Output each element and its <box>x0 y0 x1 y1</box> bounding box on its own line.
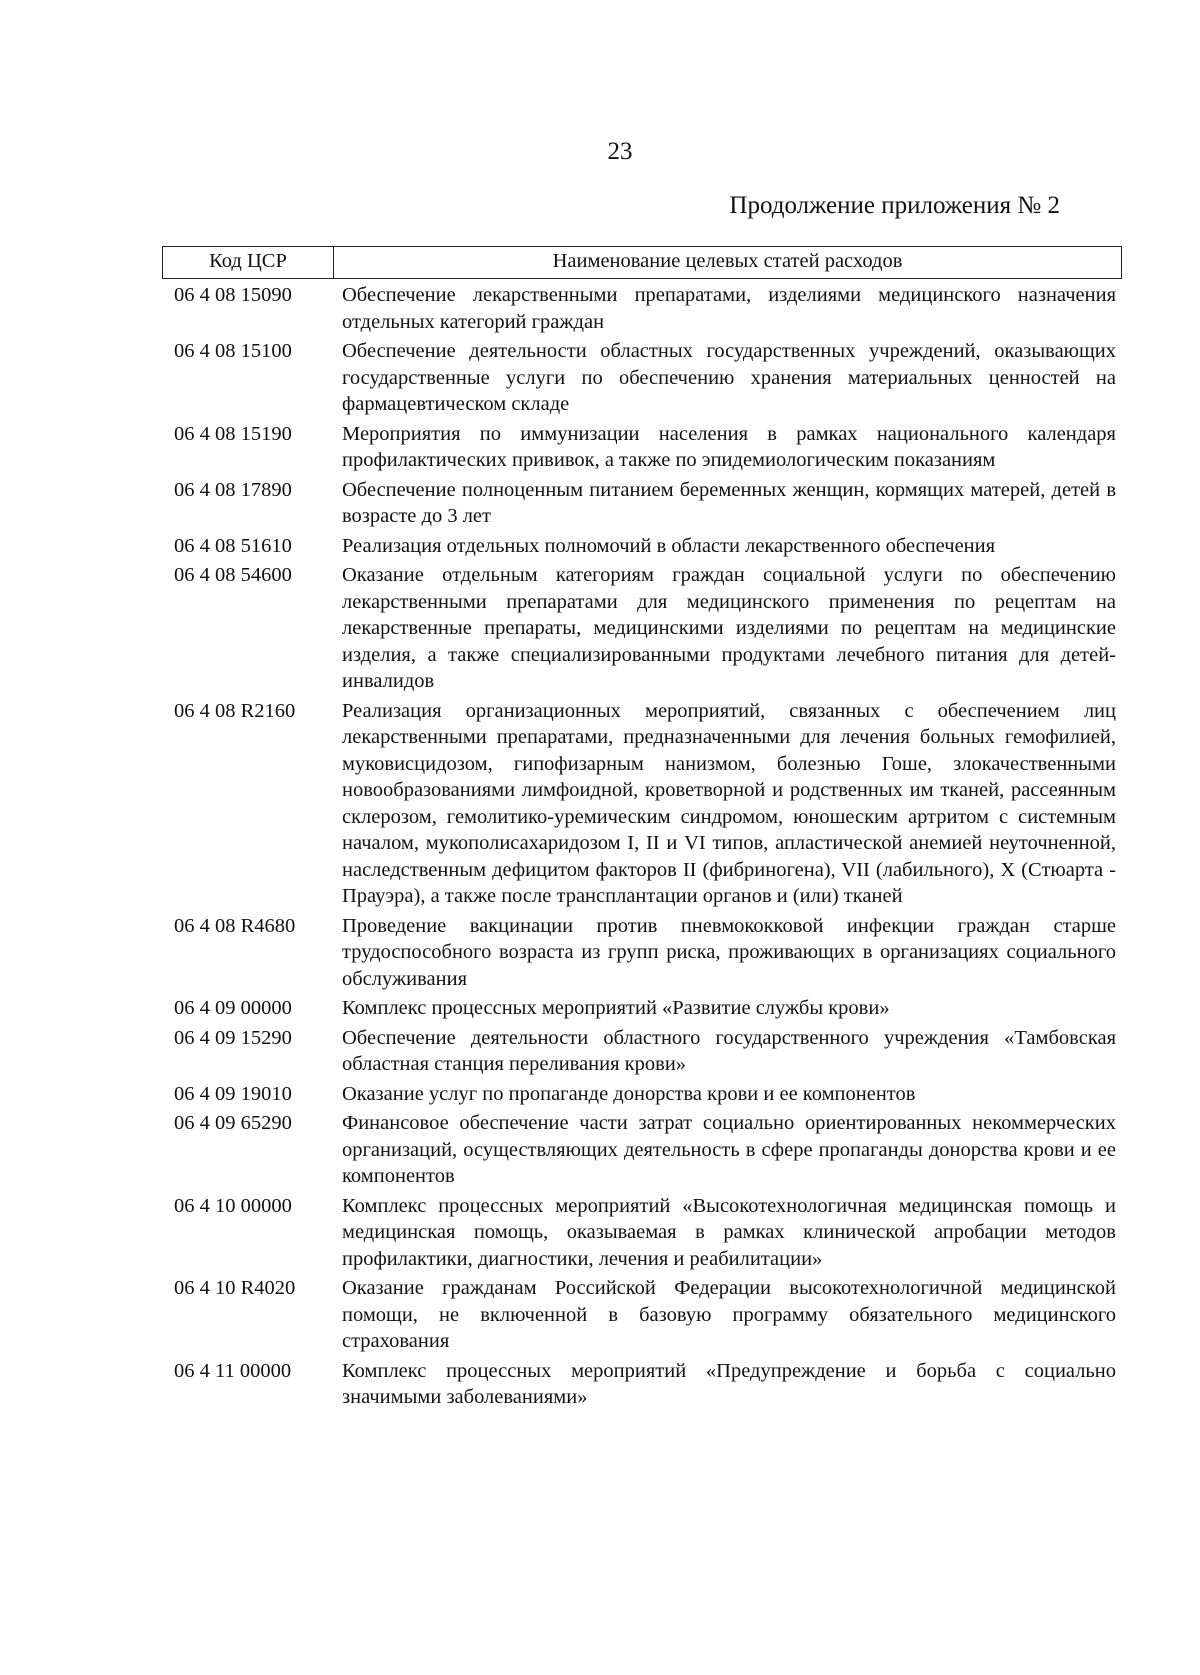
target-article-code: 06 4 09 19010 <box>174 1082 292 1105</box>
target-article-name: Оказание гражданам Российской Федерации высокотехнологичной медицинской помощи, не включенной в базовую программу обязательного медицинского страхования <box>342 1277 1116 1352</box>
target-article-name: Обеспечение полноценным питанием беременных женщин, кормящих матерей, детей в возрасте до 3 лет <box>342 478 1116 527</box>
target-article-code: 06 4 09 15290 <box>174 1026 292 1049</box>
target-article-code: 06 4 08 54600 <box>174 564 292 586</box>
target-article-name: Финансовое обеспечение части затрат социально ориентированных некоммерческих организаций, осуществляющих деятельность в сфере пропаганды донорства крови и ее компонентов <box>342 1112 1116 1187</box>
table-row <box>162 1275 1122 1355</box>
target-article-name: Обеспечение деятельности областных государственных учреждений, оказывающих государственные услуги по обеспечению хранения материальных ценностей на фармацевтическом складе <box>342 340 1116 415</box>
target-article-name: Обеспечение лекарственными препаратами, изделиями медицинского назначения отдельных категорий граждан <box>342 284 1116 333</box>
table-row <box>162 338 1122 418</box>
target-article-name: Комплекс процессных мероприятий «Высокотехнологичная медицинская помощь и медицинская помощь, оказываемая в рамках клинической апробации методов профилактики, диагностики, лечения и реабилитации» <box>342 1194 1116 1270</box>
table-row <box>162 698 1122 910</box>
name-column-header: Наименование целевых статей расходов <box>552 250 903 272</box>
target-article-code: 06 4 10 R4020 <box>174 1277 296 1299</box>
target-article-code: 06 4 08 R2160 <box>174 699 296 722</box>
target-article-name: Мероприятия по иммунизации населения в рамках национального календаря профилактических прививок, а также по эпидемиологическим показаниям <box>342 422 1116 471</box>
page-number: 23 <box>607 138 633 165</box>
table-row <box>162 1110 1122 1190</box>
table-row <box>162 1193 1122 1273</box>
table-row <box>162 533 1122 560</box>
target-article-code: 06 4 11 00000 <box>174 1359 292 1382</box>
table-body <box>162 282 1122 1411</box>
target-article-code: 06 4 10 00000 <box>174 1194 292 1217</box>
target-article-name: Оказание отдельным категориям граждан социальной услуги по обеспечению лекарственными препаратами для медицинского применения по рецептам на лекарственные препараты, медицинскими изделиями по рецептам на медицинские изделия, а также специализированными продуктами лечебного питания для детей-инвалидов <box>342 564 1116 692</box>
target-article-code: 06 4 09 65290 <box>174 1112 292 1134</box>
target-article-name: Обеспечение деятельности областного государственного учреждения «Тамбовская областная станция переливания крови» <box>342 1026 1116 1075</box>
target-article-name: Проведение вакцинации против пневмококковой инфекции граждан старше трудоспособного возраста из групп риска, проживающих в организациях социального обслуживания <box>342 914 1116 990</box>
target-article-code: 06 4 08 17890 <box>174 478 292 501</box>
table-row <box>162 562 1122 695</box>
table-row <box>162 282 1122 335</box>
target-article-code: 06 4 08 15100 <box>174 340 292 362</box>
table-row <box>162 1081 1122 1108</box>
code-column-header: Код ЦСР <box>163 247 334 278</box>
target-article-name: Реализация отдельных полномочий в области лекарственного обеспечения <box>342 534 996 557</box>
target-article-code: 06 4 08 15090 <box>174 284 292 306</box>
table-header <box>162 246 1122 279</box>
table-row <box>162 995 1122 1022</box>
target-article-name: Комплекс процессных мероприятий «Предупреждение и борьба с социально значимыми заболеваниями» <box>342 1359 1116 1408</box>
annex-title: Продолжение приложения № 2 <box>729 192 1060 219</box>
target-article-code: 06 4 08 51610 <box>174 534 292 557</box>
target-article-code: 06 4 08 R4680 <box>174 914 296 937</box>
target-article-name: Реализация организационных мероприятий, связанных с обеспечением лиц лекарственными препаратами, предназначенными для лечения больных гемофилией, муковисцидозом, гипофизарным нанизмом, болезнью Гоше, злокачественными новообразованиями лимфоидной, кроветворной и родственных им тканей, рассеянным склерозом, гемолитико-уремическим синдромом, юношеским артритом с системным началом, мукополисахаридозом I, II и VI типов, апластической анемией неуточненной, наследственным дефицитом факторов II (фибриногена), VII (лабильного), X (Стюарта - Прауэра), а также после трансплантации органов и (или) тканей <box>342 699 1116 907</box>
table-row <box>162 421 1122 474</box>
target-article-code: 06 4 09 00000 <box>174 997 292 1019</box>
target-article-name: Оказание услуг по пропаганде донорства крови и ее компонентов <box>342 1082 916 1105</box>
target-article-name: Комплекс процессных мероприятий «Развитие службы крови» <box>342 997 890 1019</box>
table-row <box>162 477 1122 530</box>
table-row <box>162 1025 1122 1078</box>
table-row <box>162 913 1122 993</box>
target-article-code: 06 4 08 15190 <box>174 422 292 445</box>
table-row <box>162 1358 1122 1411</box>
expense-items-table <box>162 246 1122 1411</box>
